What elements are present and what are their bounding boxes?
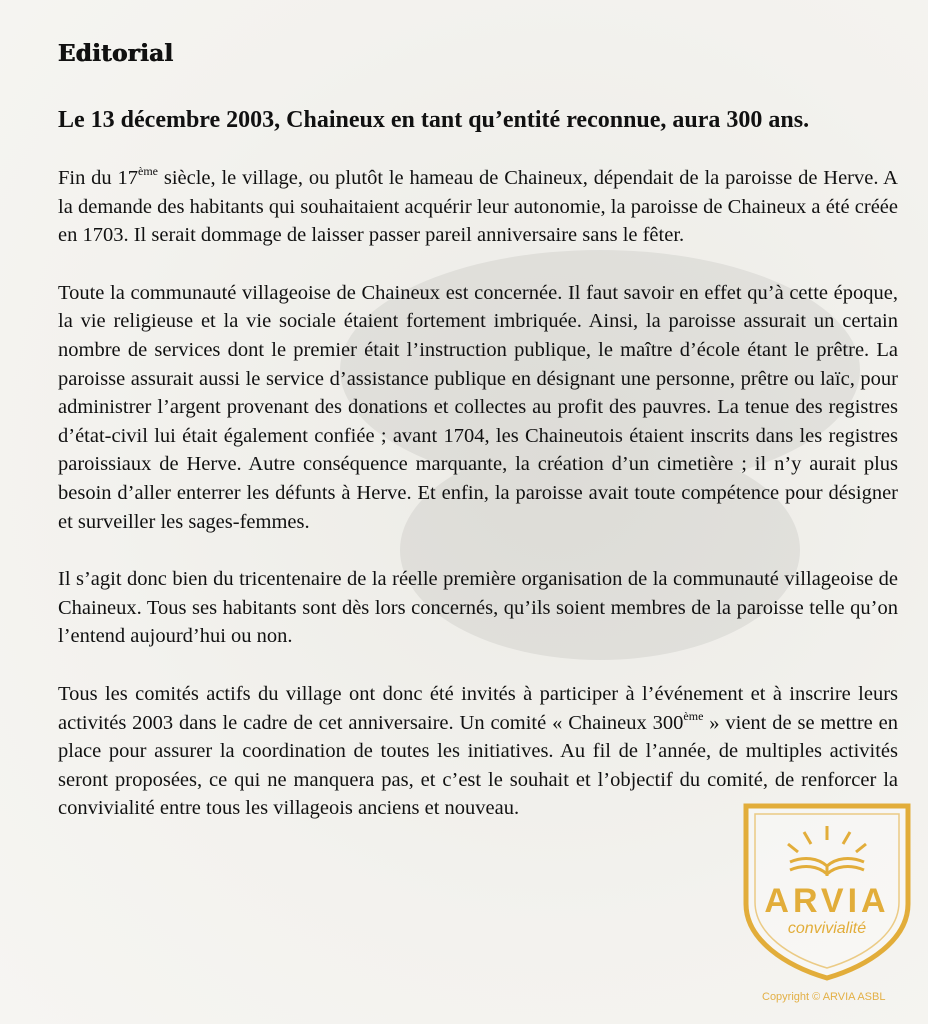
badge-subtitle: convivialité [787, 920, 867, 937]
paragraph-1-rest: siècle, le village, ou plutôt le hameau de Chaineux, dépendait de la paroisse de Herve. A la demande des habitants qui souhaitaient acquérir leur autonomie, la paroisse de Chaineux a été créée en 1703. Il serait dommage de laisser passer pareil anniversaire sans le fêter. [58, 167, 898, 247]
paragraph-3: Il s’agit donc bien du tricentenaire de la réelle première organisation de la communauté villageoise de Chaineux. Tous ses habitants sont dès lors concernés, qu’ils soient membres de la paroisse telle qu’on l’entend aujourd’hui ou non. [58, 568, 898, 648]
ordinal-superscript: ème [138, 164, 159, 178]
copyright-notice: Copyright © ARVIA ASBL [762, 991, 886, 1003]
paragraph-4-start: Tous les comités actifs du village ont donc été invités à participer à l’événement et à inscrire leurs activités 2003 dans le cadre de cet anniversaire. Un comité « Chaineux 300 [58, 682, 898, 734]
paragraph-2: Toute la communauté villageoise de Chaineux est concernée. Il faut savoir en effet qu’à cette époque, la vie religieuse et la vie sociale étaient fortement imbriquée. Ainsi, la paroisse assurait un certain nombre de services dont le premier était l’instruction publique, le maître d’école étant le prêtre. La paroisse assurait aussi le service d’assistance publique en désignant une personne, prêtre ou laïc, pour administrer l’argent provenant des donations et collectes au profit des pauvres. La tenue des registres d’état-civil lui était également confiée ; avant 1704, les Chaineutois étaient inscrits dans les registres paroissiaux de Herve. Autre conséquence marquante, la création d’un cimetière ; il n’y aurait plus besoin d’aller enterrer les défunts à Herve. Et enfin, la paroisse avait toute compétence pour désigner et surveiller les sages-femmes. [58, 281, 898, 533]
paragraph-1 [58, 164, 898, 250]
article [58, 40, 898, 852]
paragraph-4-rest: » vient de se mettre en place pour assurer la coordination de toutes les initiatives. Au fil de l’année, de multiples activités seront proposées, ce qui ne manquera pas, et c’est le souhait et l’objectif du comité, de renforcer la convivialité entre tous les villageois anciens et nouveau. [58, 711, 898, 820]
badge-name: ARVIA [764, 882, 890, 920]
ordinal-superscript: ème [683, 708, 704, 723]
headline: Le 13 décembre 2003, Chaineux en tant qu’entité reconnue, aura 300 ans. [58, 107, 810, 133]
arvia-watermark-badge [738, 800, 916, 982]
section-heading: Editorial [58, 40, 174, 67]
paragraph-1-start: Fin du 17 [58, 167, 139, 189]
